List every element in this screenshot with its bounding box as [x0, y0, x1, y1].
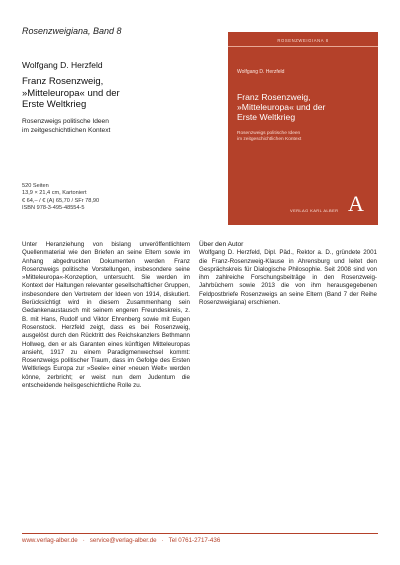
- cover-publisher: VERLAG KARL ALBER: [290, 208, 339, 213]
- about-author-text: [199, 249, 377, 307]
- cover-subtitle: [237, 131, 357, 144]
- book-isbn: ISBN 978-3-495-48554-5: [22, 205, 85, 212]
- website-link[interactable]: www.verlag-alber.de: [22, 537, 78, 544]
- cover-title-line: Franz Rosenzweig,: [237, 92, 311, 102]
- about-author-heading: Über den Autor: [199, 241, 244, 248]
- cover-title-line: Erste Weltkrieg: [237, 112, 296, 123]
- phone-number: Tel 0761-2717-436: [168, 537, 221, 544]
- book-title: [22, 76, 212, 111]
- cover-divider: [228, 46, 378, 47]
- publisher-logo: A: [348, 191, 364, 216]
- cover-title: [237, 92, 373, 123]
- book-title-line: Franz Rosenzweig,: [22, 76, 104, 87]
- book-cover: [228, 32, 378, 225]
- email-link[interactable]: service@verlag-alber.de: [89, 537, 157, 544]
- footer-contact: [22, 536, 378, 545]
- footer-separator: ·: [161, 537, 164, 544]
- cover-author: Wolfgang D. Herzfeld: [237, 69, 285, 75]
- book-description: Unter Heranziehung von bislang unveröffentlichtem Quellenmaterial wie den Briefen an seine Eltern sowie im Anhang abgedruckten Dokumenten werden Franz Rosenzweigs politische Vorstellungen, insbesondere seine »Mitteleuropa«-Konzeption, untersucht. Sie werden im Kontext der Haltungen relevanter gesellschaftlicher Gruppen, insbesondere den Vertretern der Ideen von 1914, diskutiert. Berücksichtigt wird in diesem Zusammenhang sein Gedankenaustausch mit seinem engeren Freundeskreis, z. B. mit Hans, Rudolf und Viktor Ehrenberg sowie mit Eugen Rosenstock. Herzfeld zeigt, dass es bei Rosenzweig, ausgelöst durch den Rücktritt des Reichskanzlers Bethmann Hollweg, den er als Garanten eines künftigen Mitteleuropas ansieht, 1917 zu einem Paradigmenwechsel kommt: Rosenzweigs politischer Traum, dass im Gefolge des Ersten Weltkriegs Europa zur »Seele« einer »neuen Welt« werden könne, zerbricht; er weist nun dem Judentum die entscheidende heilsgeschichtliche Rolle zu.: [22, 241, 190, 390]
- about-author-bio: , Dipl. Päd., Rektor a. D., gründete 2001 die Franz-Rosenzweig-Klause in Ahrensburg und leitet den Gesprächskreis für Dialogische Philosophie. Seit 2008 sind von ihm zahlreiche Forschungsbeiträge in den Rosenzweig-Jahrbüchern sowie 2013 die von ihm herausgegebenen Feldpostbriefe Rosenzweigs an seine Eltern (Band 7 der Reihe Rosenzweigiana) erschienen.: [199, 249, 377, 307]
- cover-series: ROSENZWEIGIANA 8: [277, 38, 329, 43]
- footer-divider: [22, 533, 378, 534]
- book-subtitle: [22, 117, 212, 135]
- book-subtitle-line: im zeitgeschichtlichen Kontext: [22, 127, 111, 134]
- book-subtitle-line: Rosenzweigs politische Ideen: [22, 118, 109, 125]
- about-author-name: Wolfgang D. Herzfeld: [199, 249, 260, 257]
- footer-separator: ·: [82, 537, 85, 544]
- author-name: Wolfgang D. Herzfeld: [22, 60, 103, 70]
- cover-subtitle-line: Rosenzweigs politische Ideen: [237, 131, 301, 136]
- book-metadata: [22, 183, 99, 213]
- book-format: 13,9 × 21,4 cm, Kartoniert: [22, 190, 87, 197]
- about-author-section: [199, 241, 377, 307]
- book-title-line: Erste Weltkrieg: [22, 99, 87, 110]
- cover-subtitle-line: im zeitgeschichtlichen Kontext: [237, 137, 302, 143]
- book-title-line: »Mitteleuropa« und der: [22, 87, 120, 99]
- page-count: 520 Seiten: [22, 183, 49, 189]
- cover-title-line: »Mitteleuropa« und der: [237, 102, 326, 113]
- series-title: Rosenzweigiana, Band 8: [22, 26, 122, 36]
- book-price: € 64,– / € (A) 65,70 / SFr 78,90: [22, 197, 100, 204]
